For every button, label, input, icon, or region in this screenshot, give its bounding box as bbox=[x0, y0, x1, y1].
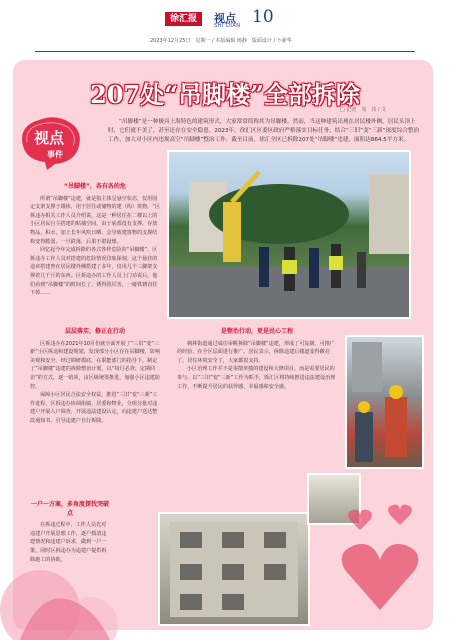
paragraph: 回忆起今年完成拆除的各式各样危险的“吊脚楼”，区拆违办工作人员对搭建的危险情况印象深刻。这个悬挂的违章搭建曾在居民楼外侧搭建了多年，仅用几个三脚架支撑着几千斤的东西。区拆违办的工作人员上门劝说后，他们看到“吊脚楼”的时间长了，锈得很厉害，一碰铁锈直往下掉…… bbox=[30, 247, 158, 297]
paragraph: 小区治理工作并不是零散单独的建设和大修项目，而是需要居民的参与，以“三旧”变“三新”工作为抓手，徐汇区将持续推进违法建设治理工作，不断提升居民的获得感、幸福感和安全感。 bbox=[177, 366, 336, 390]
paragraph: 枫林街道通过成功零帆拆除“吊脚楼”违建，形成了可复制、可推广的经验，在全区层面进行推广。居民表示，拆除违建后楼道变得敞亮了，居住环境安全了，大家都很支持。 bbox=[177, 340, 335, 364]
section-subtitle: SHI DIAN bbox=[214, 23, 241, 29]
column-four bbox=[177, 325, 337, 391]
hearts-decoration bbox=[335, 490, 425, 620]
viewpoint-logo bbox=[17, 112, 87, 170]
section-heading: 层层落实，修正在行动 bbox=[64, 328, 125, 335]
photo-workers-ladder bbox=[345, 335, 424, 469]
page-number: 10 bbox=[252, 7, 274, 27]
issue-meta: 2023年12月25日 星期一 / 本版编辑 杨静 版面设计 / 卜新华 bbox=[150, 38, 292, 44]
photo-demolition-crew bbox=[167, 150, 411, 319]
paragraph: 所谓“吊脚楼”违建，就是指主体呈悬空状态，仅用固定支架支撑于墙体，用于居住或储物的建（构）筑物。“区拆违办相关工作人员介绍说，这是一种居住在二楼以上的小区居民自主搭建的贴墙空间，由于底部没有支撑，存放物品，积水，加上长年风吹日晒，会导致建筑物的支撑结构变得脆弱，一旦跌落，后果不堪设想。 bbox=[30, 195, 160, 245]
brand-label: 徐汇报 bbox=[165, 12, 202, 26]
flower-decoration bbox=[0, 490, 150, 640]
section-heading: 一户一方案，多角度探找突破点 bbox=[30, 501, 109, 517]
page-header bbox=[0, 0, 450, 55]
logo-subtext: 事件 bbox=[47, 150, 63, 159]
article-lead: “吊脚楼”是一种极具上海特色的建筑形式，大家常常简称其为吊脚楼。然而，当这种建筑出现在居民楼外侧，居民头顶上时，它们就不美了，甚至还存在安全隐患。2023年，徐汇区区委区政府严格落实目标任务，结合“三旧”变“三新”深度综合整治工作，加大对小区内违规高空“吊脚楼”整治工作。截至目前，徐汇全区已拆除207处“吊脚楼”违建，面积达864.5平方米。 bbox=[108, 119, 420, 143]
article-title: 207处“吊脚楼”全部拆除 bbox=[90, 80, 360, 109]
header-divider bbox=[35, 51, 415, 52]
article-byline: □ 记者 周 伟 / 文 bbox=[340, 107, 387, 113]
logo-text: 视点 bbox=[34, 129, 65, 147]
column-two bbox=[30, 325, 160, 426]
paragraph: 保障小区居民合法安全权益，推进“三旧”变“三新”工作进程，区拆违办协调街镇、居委和物业，分组分批对违建户开展入户调查，开展违法建设认定，向违建户送达整改通知书，引导违建户自行拆除。 bbox=[30, 392, 158, 424]
paragraph: 区拆违办在2021年10月份就全面开展了“三旧”变“三新”小区拆违和建设规划，发现部分小区存在吊脚楼，影响美观和安全。经过调研摸底，在职能部门的指导下，制定了“吊脚楼”违建的拆除整治计划，以“每月必查、定期回访”的方式，逐一销项，由区级统筹推进，加强小区违建防控。 bbox=[30, 340, 160, 390]
section-heading: 是整治行动，更是民心工程 bbox=[220, 328, 293, 335]
section-title: 视点 bbox=[214, 12, 236, 25]
column-one bbox=[30, 180, 160, 298]
photo-building-facade bbox=[158, 512, 310, 626]
paragraph: 在拆违过程中，工作人员先对违建户开展思想工作，逐户摸清违建情况和违建户诉求，做到一户一策，同时区拆违办为违建户提供拆除施工的协助。 bbox=[30, 522, 107, 563]
section-heading: “吊脚楼”，各有各的危 bbox=[64, 183, 126, 190]
